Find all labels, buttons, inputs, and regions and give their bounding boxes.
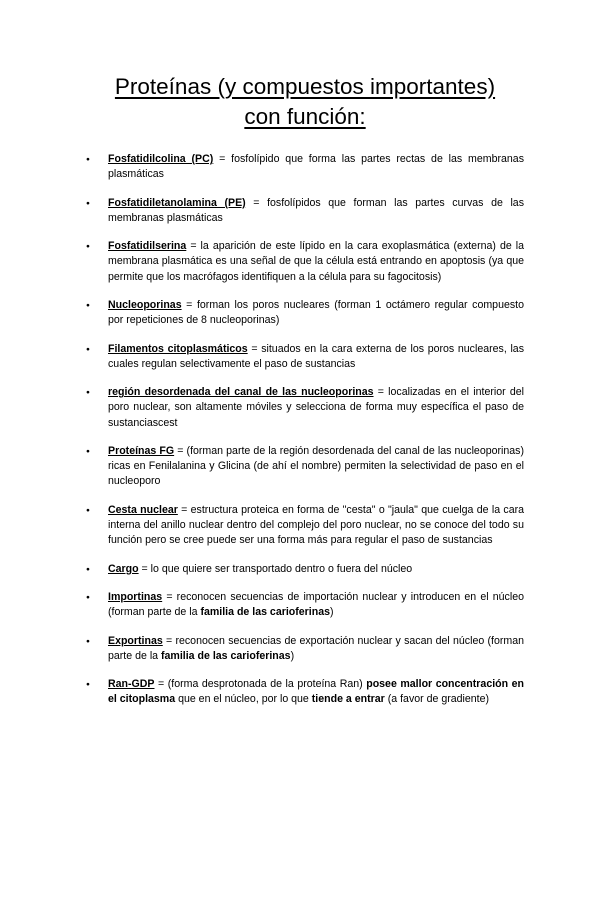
item-term: Fosfatidilcolina (PC) bbox=[108, 153, 214, 165]
item-emphasis-2: tiende a entrar bbox=[311, 693, 385, 706]
item-text: = localizadas en el interior del poro nuclear, son altamente móviles y selecciona de forma muy específica el paso de sustanciascest bbox=[108, 386, 524, 429]
item-term: Nucleoporinas bbox=[108, 298, 182, 311]
item-term: Cargo bbox=[108, 562, 139, 575]
list-item bbox=[86, 385, 524, 431]
item-term: Ran-GDP bbox=[108, 678, 155, 691]
item-tail: (a favor de gradiente) bbox=[384, 693, 490, 706]
item-text: = situados en la cara externa de los poros nucleares, las cuales regulan selectivamente el paso de sustancias bbox=[108, 342, 524, 370]
item-term: Importinas bbox=[108, 590, 163, 603]
list-item bbox=[86, 239, 524, 285]
item-tail: ) bbox=[330, 606, 334, 619]
list-item bbox=[86, 152, 524, 182]
item-text: = fosfolípidos que forman las partes curvas de las membranas plasmáticas bbox=[108, 196, 524, 224]
item-emphasis: posee mallor concentración en el citoplasma bbox=[108, 678, 524, 706]
page-title bbox=[86, 72, 524, 132]
item-term: Cesta nuclear bbox=[108, 503, 178, 516]
item-emphasis: familia de las carioferinas bbox=[161, 649, 291, 662]
item-term: Proteínas FG bbox=[108, 444, 175, 457]
list-item bbox=[86, 634, 524, 664]
item-text-2: que en el núcleo, por lo que bbox=[175, 693, 312, 706]
item-text: = (forma desprotonada de la proteína Ran) bbox=[154, 678, 367, 691]
item-text: = estructura proteica en forma de "cesta" o "jaula" que cuelga de la cara interna del anillo nuclear dentro del complejo del poro nuclear, no se conoce del todo su función pero se cree puede ser una forma más para regular el paso de sustancias bbox=[108, 503, 525, 547]
document-page bbox=[0, 72, 600, 920]
item-emphasis: familia de las carioferinas bbox=[200, 606, 330, 619]
list-item bbox=[86, 590, 524, 620]
list-item bbox=[86, 298, 524, 328]
list-item bbox=[86, 342, 524, 372]
item-text: = la aparición de este lípido en la cara exoplasmática (externa) de la membrana plasmática es una señal de que la célula está entrando en apoptosis (ya que permite que los macrófagos identifiquen a la célula para su fagocitosis) bbox=[108, 240, 524, 283]
list-item bbox=[86, 677, 524, 707]
item-term: Fosfatidiletanolamina (PE) bbox=[108, 196, 246, 209]
item-text: = lo que quiere ser transportado dentro o fuera del núcleo bbox=[138, 562, 413, 575]
list-item bbox=[86, 562, 524, 577]
item-text: = forman los poros nucleares (forman 1 octámero regular compuesto por repeticiones de 8 nucleoporinas) bbox=[108, 298, 524, 327]
title-line-1: Proteínas (y compuestos importantes) bbox=[114, 74, 496, 99]
item-text: = fosfolípido que forma las partes rectas de las membranas plasmáticas bbox=[108, 153, 524, 181]
item-term: Exportinas bbox=[108, 634, 163, 647]
item-text: = reconocen secuencias de exportación nuclear y sacan del núcleo (forman parte de la bbox=[108, 634, 524, 662]
list-item bbox=[86, 503, 524, 549]
item-term: Filamentos citoplasmáticos bbox=[108, 342, 248, 355]
item-term: Fosfatidilserina bbox=[108, 240, 187, 253]
list-item bbox=[86, 196, 524, 226]
item-term: región desordenada del canal de las nucleoporinas bbox=[108, 386, 374, 399]
title-line-2: con función: bbox=[244, 104, 366, 129]
item-text: = reconocen secuencias de importación nuclear y introducen en el núcleo (forman parte de la bbox=[108, 590, 524, 619]
definition-list bbox=[86, 152, 524, 708]
item-text: = (forman parte de la región desordenada del canal de las nucleoporinas) ricas en Fenilalanina y Glicina (de ahí el nombre) permiten la selectividad de paso en el nucleoporo bbox=[108, 444, 524, 488]
item-tail: ) bbox=[290, 649, 295, 662]
list-item bbox=[86, 444, 524, 490]
